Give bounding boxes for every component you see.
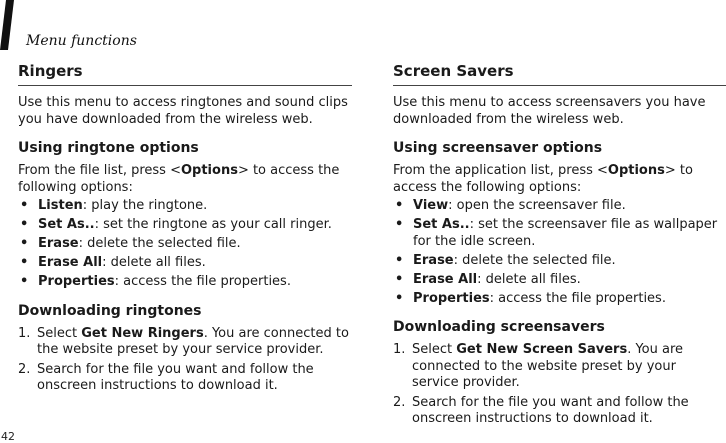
options-intro: From the file list, press <Options> to access the following options: bbox=[18, 163, 340, 195]
list-item: • Erase: delete the selected file. bbox=[18, 236, 352, 253]
list-item: • Erase: delete the selected file. bbox=[393, 253, 726, 270]
header-accent-bar bbox=[0, 0, 14, 50]
options-heading: Using screensaver options bbox=[393, 140, 603, 156]
step-item: 1. Select Get New Ringers. You are connected to the website preset by your service provider. bbox=[18, 325, 349, 357]
steps-list bbox=[18, 326, 352, 395]
section-rule bbox=[18, 85, 352, 86]
section-rule bbox=[393, 85, 726, 86]
ringers-section bbox=[18, 62, 352, 398]
list-item: • Set As..: set the screensaver file as wallpaper for the idle screen. bbox=[393, 217, 726, 250]
options-heading: Using ringtone options bbox=[18, 140, 199, 156]
step-item: 2. Search for the file you want and follow the onscreen instructions to download it. bbox=[18, 361, 314, 393]
download-heading: Downloading screensavers bbox=[393, 319, 605, 335]
list-item: • Erase All: delete all files. bbox=[393, 272, 726, 289]
download-heading: Downloading ringtones bbox=[18, 302, 202, 319]
list-item: • Listen: play the ringtone. bbox=[18, 198, 352, 215]
page-number: 42 bbox=[1, 430, 15, 443]
options-intro: From the application list, press <Options> to access the following options: bbox=[393, 163, 693, 195]
steps-list bbox=[393, 342, 726, 428]
step-item: 2. Search for the file you want and follow the onscreen instructions to download it. bbox=[393, 394, 689, 426]
options-list bbox=[393, 198, 726, 307]
list-item: • Properties: access the file properties. bbox=[393, 291, 726, 308]
screen-savers-section bbox=[393, 62, 726, 431]
section-intro: Use this menu to access ringtones and sound clips you have downloaded from the wireless web. bbox=[18, 95, 348, 127]
step-item: 1. Select Get New Screen Savers. You are connected to the website preset by your service provider. bbox=[393, 342, 684, 390]
list-item: • Set As..: set the ringtone as your call ringer. bbox=[18, 217, 352, 234]
section-title: Screen Savers bbox=[393, 62, 514, 80]
list-item: • Erase All: delete all files. bbox=[18, 255, 352, 272]
list-item: • View: open the screensaver file. bbox=[393, 198, 726, 215]
header-title: Menu functions bbox=[26, 33, 137, 49]
options-list bbox=[18, 198, 352, 291]
list-item: • Properties: access the file properties. bbox=[18, 274, 352, 291]
section-intro: Use this menu to access screensavers you have downloaded from the wireless web. bbox=[393, 95, 706, 127]
section-title: Ringers bbox=[18, 62, 83, 80]
